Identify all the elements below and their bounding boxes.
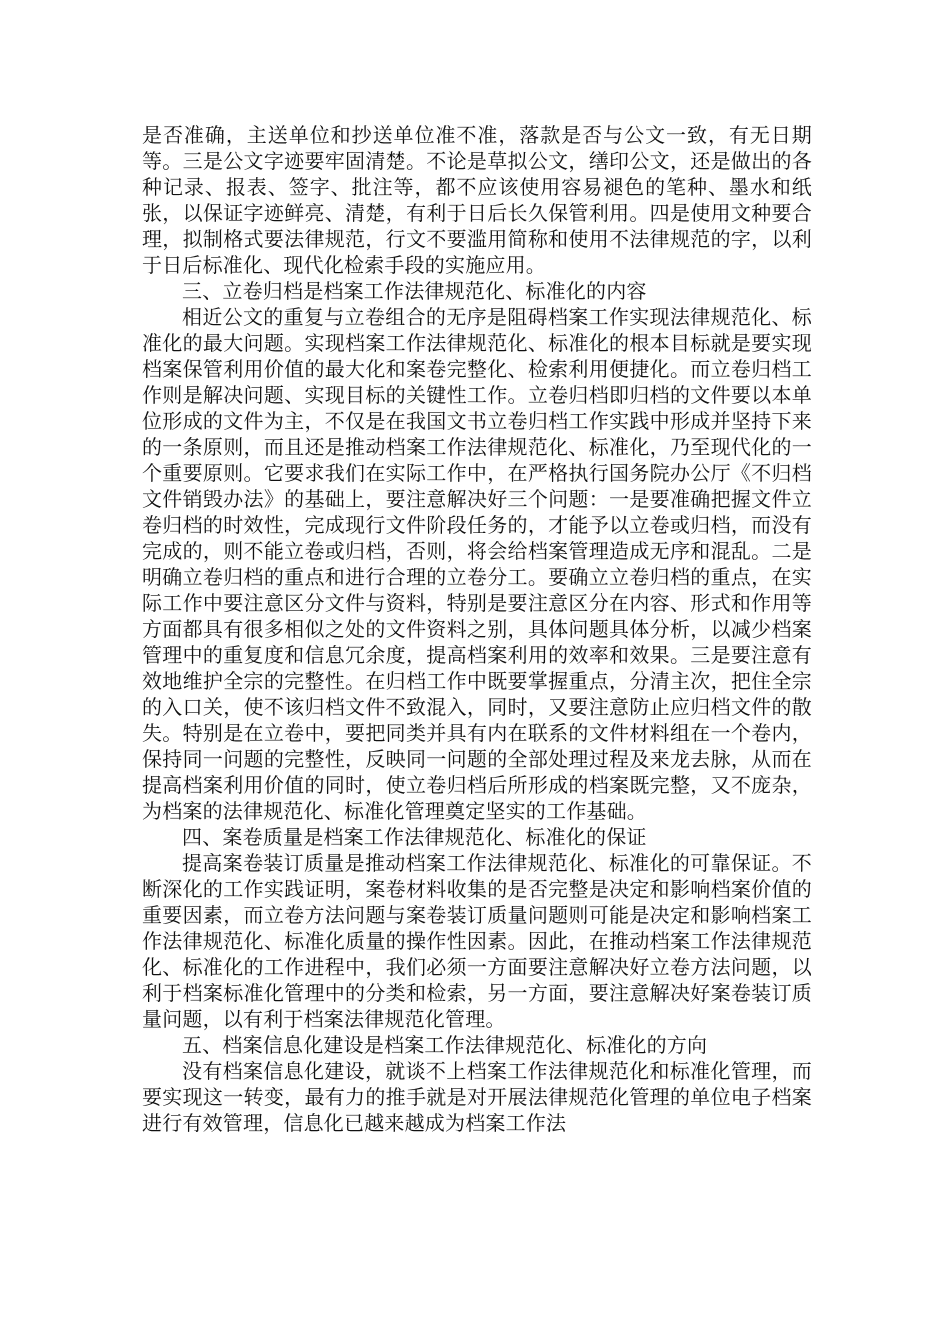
paragraph-section-3: 相近公文的重复与立卷组合的无序是阻碍档案工作实现法律规范化、标准化的最大问题。实现档案工作法律规范化、标准化的根本目标就是要实现档案保管利用价值的最大化和案卷完整化、检索利用便捷化。而立卷归档工作则是解决问题、实现目标的关键性工作。立卷归档即归档的文件要以本单位形成的文件为主，不仅是在我国文书立卷归档工作实践中形成并坚持下来的一条原则，而且还是推动档案工作法律规范化、标准化，乃至现代化的一个重要原则。它要求我们在实际工作中，在严格执行国务院办公厅《不归档文件销毁办法》的基础上，要注意解决好三个问题：一是要准确把握文件立卷归档的时效性，完成现行文件阶段任务的，才能予以立卷或归档，而没有完成的，则不能立卷或归档，否则，将会给档案管理造成无序和混乱。二是明确立卷归档的重点和进行合理的立卷分工。要确立立卷归档的重点，在实际工作中要注意区分文件与资料，特别是要注意区分在内容、形式和作用等方面都具有很多相似之处的文件资料之别，具体问题具体分析，以减少档案管理中的重复度和信息冗余度，提高档案利用的效率和效果。三是要注意有效地维护全宗的完整性。在归档工作中既要掌握重点，分清主次，把住全宗的入口关，使不该归档文件不致混入，同时，又要注意防止应归档文件的散失。特别是在立卷中，要把同类并具有内在联系的文件材料组在一个卷内，保持同一问题的完整性，反映同一问题的全部处理过程及来龙去脉，从而在提高档案利用价值的同时，使立卷归档后所形成的档案既完整，又不庞杂，为档案的法律规范化、标准化管理奠定坚实的工作基础。 bbox=[142, 305, 812, 823]
section-heading-5: 五、档案信息化建设是档案工作法律规范化、标准化的方向 bbox=[182, 1033, 708, 1057]
section-heading-3: 三、立卷归档是档案工作法律规范化、标准化的内容 bbox=[182, 279, 647, 303]
paragraph-section-4: 提高案卷装订质量是推动档案工作法律规范化、标准化的可靠保证。不断深化的工作实践证明，案卷材料收集的是否完整是决定和影响档案价值的重要因素，而立卷方法问题与案卷装订质量问题则可能是决定和影响档案工作法律规范化、标准化质量的操作性因素。因此，在推动档案工作法律规范化、标准化的工作进程中，我们必须一方面要注意解决好立卷方法问题，以利于档案标准化管理中的分类和检索，另一方面，要注意解决好案卷装订质量问题，以有利于档案法律规范化管理。 bbox=[142, 851, 812, 1031]
paragraph-continuation: 是否准确，主送单位和抄送单位准不准，落款是否与公文一致，有无日期等。三是公文字迹要牢固清楚。不论是草拟公文，缮印公文，还是做出的各种记录、报表、签字、批注等，都不应该使用容易褪色的笔种、墨水和纸张，以保证字迹鲜亮、清楚，有利于日后长久保管利用。四是使用文种要合理，拟制格式要法律规范，行文不要滥用简称和使用不法律规范的字，以利于日后标准化、现代化检索手段的实施应用。 bbox=[142, 123, 812, 277]
document-body bbox=[142, 122, 812, 1136]
section-heading-4: 四、案卷质量是档案工作法律规范化、标准化的保证 bbox=[182, 825, 647, 849]
paragraph-section-5: 没有档案信息化建设，就谈不上档案工作法律规范化和标准化管理，而要实现这一转变，最有力的推手就是对开展法律规范化管理的单位电子档案进行有效管理，信息化已越来越成为档案工作法 bbox=[142, 1059, 812, 1135]
